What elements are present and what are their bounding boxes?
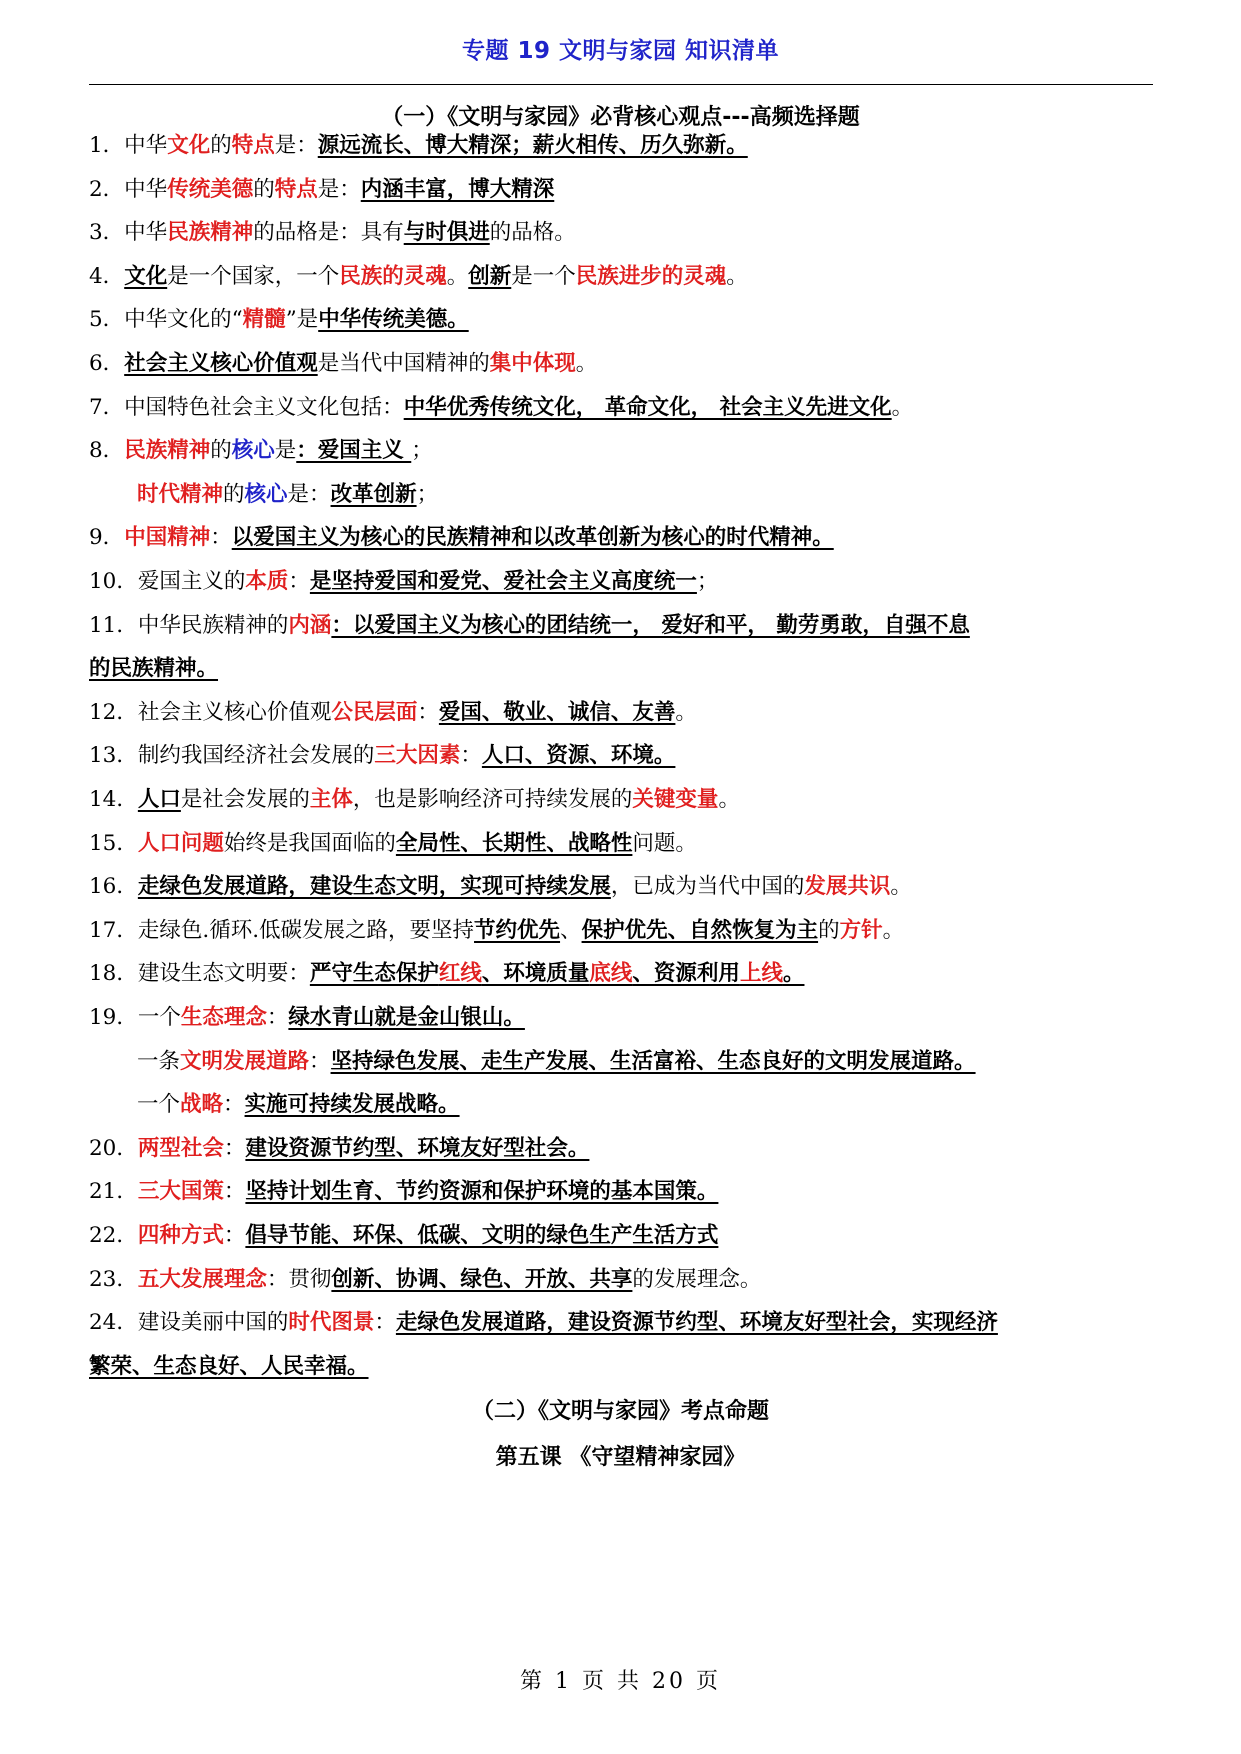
keyword-text: 文明发展道路 [180, 1049, 310, 1074]
keyword-text: 生态理念 [180, 1005, 267, 1030]
knowledge-line [89, 872, 1159, 902]
knowledge-line [89, 393, 1159, 423]
line-text: 15． [89, 831, 138, 856]
answer-text: 的民族精神。 [89, 656, 219, 681]
keyword-text: 民族进步的灵魂 [575, 264, 727, 289]
keyword-text: 中国精神 [124, 525, 211, 550]
line-text: 。 [726, 264, 748, 289]
knowledge-line [89, 741, 1159, 771]
line-text: 的 [210, 133, 232, 158]
core-keyword-text: 核心 [231, 438, 275, 463]
keyword-text: 公民层面 [331, 700, 418, 725]
keyword-text: 时代精神 [137, 482, 224, 507]
line-text: 是 [274, 438, 297, 463]
line-text: 14． [89, 787, 138, 812]
answer-text: 爱国、敬业、诚信、友善 [438, 700, 676, 725]
keyword-text: 主体 [309, 787, 353, 812]
keyword-text: 传统美德 [167, 177, 254, 202]
line-text: 。 [890, 874, 912, 899]
line-text: 11．中华民族精神的 [89, 613, 289, 638]
answer-text: 内涵丰富，博大精深 [360, 177, 555, 202]
knowledge-line [89, 829, 1159, 859]
answer-text: 中华传统美德。 [318, 307, 469, 332]
answer-text: 红线 [438, 961, 482, 986]
line-text: 6． [89, 351, 125, 376]
keyword-text: 民族精神 [124, 438, 211, 463]
line-text: ： [223, 1223, 246, 1248]
answer-text: 源远流长、博大精深；薪火相传、历久弥新。 [317, 133, 748, 158]
knowledge-line [137, 480, 1207, 510]
core-keyword-text: 核心 [244, 482, 288, 507]
knowledge-line [89, 611, 1159, 641]
line-text: 的品格是：具有 [253, 220, 404, 245]
knowledge-line [89, 262, 1159, 292]
keyword-text: 时代图景 [288, 1310, 375, 1335]
answer-text: 人口、资源、环境。 [481, 743, 676, 768]
knowledge-line [89, 1003, 1159, 1033]
keyword-text: 民族精神 [167, 220, 254, 245]
line-text: 是当代中国精神的 [317, 351, 490, 376]
header-divider [89, 84, 1153, 85]
line-text: 4． [89, 264, 125, 289]
line-text: 始终是我国面临的 [223, 831, 396, 856]
keyword-text: 人口问题 [137, 831, 224, 856]
keyword-text: 战略 [180, 1092, 224, 1117]
answer-text: ：以爱国主义为核心的团结统一， 爱好和平， 勤劳勇敢，自强不息 [331, 613, 970, 638]
answer-text: 繁荣、生态良好、人民幸福。 [89, 1354, 369, 1379]
knowledge-line [89, 567, 1159, 597]
line-text: ： [223, 1136, 246, 1161]
line-text: 18．建设生态文明要： [89, 961, 310, 986]
keyword-text: 发展共识 [804, 874, 891, 899]
knowledge-line [137, 1047, 1207, 1077]
line-text: 一个 [137, 1092, 181, 1117]
line-text: 的 [210, 438, 232, 463]
keyword-text: 方针 [839, 918, 883, 943]
answer-text: 、环境质量 [481, 961, 590, 986]
line-text: 7．中国特色社会主义文化包括： [89, 395, 404, 420]
keyword-text: 四种方式 [137, 1223, 224, 1248]
line-text: ： [223, 1179, 246, 1204]
knowledge-line [89, 916, 1159, 946]
line-text: ： [374, 1310, 396, 1335]
answer-text: 走绿色发展道路，建设生态文明，实现可持续发展 [137, 874, 611, 899]
knowledge-line [89, 218, 1159, 248]
line-text: ”是 [285, 307, 319, 332]
line-text: 。 [675, 700, 697, 725]
answer-text: 社会主义核心价值观 [124, 351, 318, 376]
answer-text: 走绿色发展道路，建设资源节约型、环境友好型社会，实现经济 [395, 1310, 998, 1335]
keyword-text: 文化 [167, 133, 211, 158]
answer-text: 改革创新 [330, 482, 417, 507]
answer-text: 。 [782, 961, 805, 986]
keyword-text: 精髓 [242, 307, 286, 332]
line-text: 8． [89, 438, 125, 463]
keyword-text: 本质 [245, 569, 289, 594]
line-text: ； [416, 482, 439, 507]
knowledge-line [89, 698, 1159, 728]
knowledge-line [89, 1134, 1159, 1164]
line-text: 的 [818, 918, 840, 943]
line-text: ： [266, 1005, 289, 1030]
line-text: ： [309, 1049, 331, 1074]
line-text: 1．中华 [89, 133, 168, 158]
knowledge-line [89, 1352, 1159, 1382]
answer-text: 以爱国主义为核心的民族精神和以改革创新为核心的时代精神。 [231, 525, 834, 550]
line-text: 是： [317, 177, 361, 202]
line-text: 21． [89, 1179, 138, 1204]
line-text: ； [411, 438, 433, 463]
line-text: ： [288, 569, 310, 594]
knowledge-line [89, 785, 1159, 815]
knowledge-line [89, 1177, 1159, 1207]
section-heading-core-views: （一）《文明与家园》必背核心观点---高频选择题 [381, 105, 860, 130]
keyword-text: 集中体现 [489, 351, 576, 376]
line-text: ，也是影响经济可持续发展的 [352, 787, 633, 812]
answer-text: 坚持计划生育、节约资源和保护环境的基本国策。 [245, 1179, 719, 1204]
knowledge-line [89, 1265, 1159, 1295]
line-text: 是社会发展的 [180, 787, 310, 812]
knowledge-line [89, 131, 1159, 161]
knowledge-line [89, 349, 1159, 379]
line-text: 5．中华文化的“ [89, 307, 243, 332]
answer-text: 节约优先 [474, 918, 561, 943]
answer-text: 坚持绿色发展、走生产发展、生活富裕、生态良好的文明发展道路。 [330, 1049, 976, 1074]
page-number: 第 1 页 共 20 页 [520, 1669, 721, 1694]
line-text: 的 [223, 482, 245, 507]
line-text: 10．爱国主义的 [89, 569, 246, 594]
answer-text: 倡导节能、环保、低碳、文明的绿色生产生活方式 [245, 1223, 719, 1248]
line-text: 。 [891, 395, 914, 420]
line-text: 13．制约我国经济社会发展的 [89, 743, 375, 768]
knowledge-line [89, 523, 1159, 553]
line-text: 16． [89, 874, 138, 899]
keyword-text: 特点 [274, 177, 318, 202]
line-text: 。 [446, 264, 469, 289]
knowledge-line [89, 1221, 1159, 1251]
page-header-title: 专题 19 文明与家园 知识清单 [461, 38, 780, 64]
answer-text: 、资源利用 [632, 961, 740, 986]
keyword-text: 三大国策 [137, 1179, 224, 1204]
line-text: 2．中华 [89, 177, 168, 202]
answer-text: 与时俱进 [403, 220, 490, 245]
line-text: 。 [718, 787, 740, 812]
keyword-text: 五大发展理念 [137, 1267, 267, 1292]
line-text: ： [223, 1092, 245, 1117]
answer-text: 中华优秀传统文化， 革命文化， 社会主义先进文化 [403, 395, 892, 420]
knowledge-line [137, 1090, 1207, 1120]
knowledge-line [89, 436, 1159, 466]
knowledge-line [89, 175, 1159, 205]
answer-text: 保护优先、自然恢复为主 [581, 918, 819, 943]
knowledge-line [89, 1308, 1159, 1338]
answer-text: 建设资源节约型、环境友好型社会。 [245, 1136, 590, 1161]
line-text: 3．中华 [89, 220, 168, 245]
answer-text: ：爱国主义 [296, 438, 412, 463]
keyword-text: 内涵 [288, 613, 332, 638]
lesson-title: 第五课 《守望精神家园》 [495, 1445, 746, 1470]
answer-text: 创新、协调、绿色、开放、共享 [331, 1267, 633, 1292]
line-text: 一条 [137, 1049, 181, 1074]
line-text: 。 [575, 351, 598, 376]
keyword-text: 三大因素 [374, 743, 461, 768]
line-text: 22． [89, 1223, 138, 1248]
line-text: 、 [560, 918, 582, 943]
line-text: ： [460, 743, 482, 768]
line-text: 19．一个 [89, 1005, 181, 1030]
line-text: ，已成为当代中国的 [610, 874, 805, 899]
line-text: 问题。 [632, 831, 697, 856]
line-text: 20． [89, 1136, 138, 1161]
answer-text: 实施可持续发展战略。 [244, 1092, 460, 1117]
line-text: 的发展理念。 [632, 1267, 762, 1292]
line-text: 是一个国家，一个 [167, 264, 340, 289]
answer-text: 全局性、长期性、战略性 [395, 831, 633, 856]
answer-text: 文化 [124, 264, 168, 289]
keyword-text: 民族的灵魂 [339, 264, 447, 289]
line-text: ： [210, 525, 232, 550]
line-text: 9． [89, 525, 125, 550]
line-text: ： [417, 700, 439, 725]
line-text: 12．社会主义核心价值观 [89, 700, 332, 725]
keyword-text: 关键变量 [632, 787, 719, 812]
line-text: 是一个 [511, 264, 576, 289]
line-text: 的品格。 [489, 220, 576, 245]
line-text: 17．走绿色.循环.低碳发展之路，要坚持 [89, 918, 475, 943]
line-text: ：贯彻 [266, 1267, 332, 1292]
answer-text: 严守生态保护 [309, 961, 439, 986]
answer-text: 创新 [468, 264, 512, 289]
line-text: 。 [882, 918, 905, 943]
answer-text: 绿水青山就是金山银山。 [288, 1005, 525, 1030]
answer-text: 是坚持爱国和爱党、爱社会主义高度统一 [309, 569, 697, 594]
keyword-text: 特点 [231, 133, 275, 158]
answer-text: 上线 [739, 961, 783, 986]
line-text: ； [696, 569, 719, 594]
line-text: 是： [274, 133, 318, 158]
line-text: 23． [89, 1267, 138, 1292]
section-heading-exam-topics: （二）《文明与家园》考点命题 [471, 1399, 769, 1424]
line-text: 的 [253, 177, 275, 202]
knowledge-line [89, 654, 1159, 684]
answer-text: 底线 [589, 961, 633, 986]
knowledge-line [89, 959, 1159, 989]
line-text: 24．建设美丽中国的 [89, 1310, 289, 1335]
knowledge-line [89, 305, 1159, 335]
keyword-text: 两型社会 [137, 1136, 224, 1161]
answer-text: 人口 [137, 787, 181, 812]
line-text: 是： [287, 482, 331, 507]
